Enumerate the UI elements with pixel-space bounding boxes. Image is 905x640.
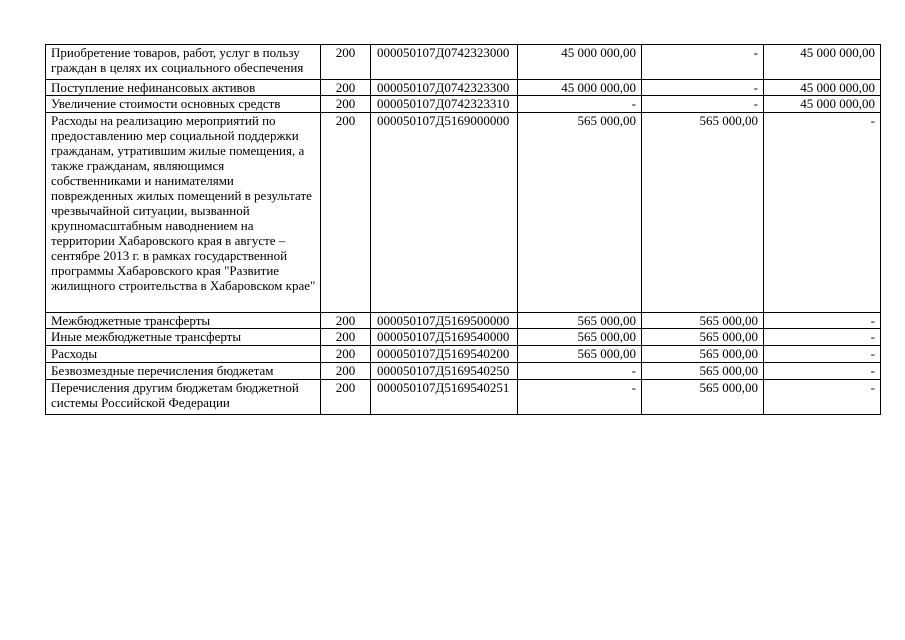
description-cell: Перечисления другим бюджетам бюджетной системы Российской Федерации <box>46 380 321 415</box>
table-row <box>46 329 881 346</box>
line-code-cell: 200 <box>321 363 371 380</box>
value-3-cell: - <box>764 329 881 346</box>
value-1-cell: 565 000,00 <box>518 313 642 329</box>
classification-code-cell: 000050107Д5169500000 <box>371 313 518 329</box>
budget-table <box>45 44 881 415</box>
line-code-cell: 200 <box>321 313 371 329</box>
table-row <box>46 113 881 313</box>
table-row <box>46 96 881 113</box>
value-1-cell: 565 000,00 <box>518 346 642 363</box>
description-cell: Поступление нефинансовых активов <box>46 80 321 96</box>
value-3-cell: 45 000 000,00 <box>764 45 881 80</box>
value-1-cell: 565 000,00 <box>518 329 642 346</box>
description-cell: Межбюджетные трансферты <box>46 313 321 329</box>
value-3-cell: 45 000 000,00 <box>764 96 881 113</box>
description-cell: Увеличение стоимости основных средств <box>46 96 321 113</box>
value-2-cell: - <box>642 96 764 113</box>
value-1-cell: 45 000 000,00 <box>518 45 642 80</box>
value-3-cell: - <box>764 363 881 380</box>
line-code-cell: 200 <box>321 96 371 113</box>
table-row <box>46 363 881 380</box>
line-code-cell: 200 <box>321 380 371 415</box>
table-row <box>46 313 881 329</box>
document-page <box>45 44 881 415</box>
value-3-cell: - <box>764 380 881 415</box>
classification-code-cell: 000050107Д5169000000 <box>371 113 518 313</box>
classification-code-cell: 000050107Д5169540251 <box>371 380 518 415</box>
value-2-cell: 565 000,00 <box>642 313 764 329</box>
description-cell: Расходы <box>46 346 321 363</box>
table-row <box>46 45 881 80</box>
classification-code-cell: 000050107Д0742323000 <box>371 45 518 80</box>
line-code-cell: 200 <box>321 45 371 80</box>
value-3-cell: - <box>764 113 881 313</box>
value-1-cell: - <box>518 96 642 113</box>
value-2-cell: 565 000,00 <box>642 363 764 380</box>
line-code-cell: 200 <box>321 329 371 346</box>
classification-code-cell: 000050107Д5169540200 <box>371 346 518 363</box>
value-2-cell: 565 000,00 <box>642 346 764 363</box>
classification-code-cell: 000050107Д0742323300 <box>371 80 518 96</box>
value-2-cell: 565 000,00 <box>642 329 764 346</box>
value-1-cell: 45 000 000,00 <box>518 80 642 96</box>
classification-code-cell: 000050107Д5169540000 <box>371 329 518 346</box>
value-1-cell: - <box>518 363 642 380</box>
description-cell: Безвозмездные перечисления бюджетам <box>46 363 321 380</box>
value-2-cell: - <box>642 45 764 80</box>
description-cell: Иные межбюджетные трансферты <box>46 329 321 346</box>
value-1-cell: - <box>518 380 642 415</box>
value-2-cell: 565 000,00 <box>642 113 764 313</box>
description-cell: Приобретение товаров, работ, услуг в пользу граждан в целях их социального обеспечения <box>46 45 321 80</box>
value-2-cell: - <box>642 80 764 96</box>
line-code-cell: 200 <box>321 80 371 96</box>
description-cell: Расходы на реализацию мероприятий по предоставлению мер социальной поддержки гражданам, утратившим жилые помещения, а также гражданам, являющимся собственниками и нанимателями поврежденных жилых помещений в результате чрезвычайной ситуации, вызванной крупномасштабным наводнением на территории Хабаровского края в августе – сентябре 2013 г. в рамках государственной программы Хабаровского края "Развитие жилищного строительства в Хабаровском крае" <box>46 113 321 313</box>
table-row <box>46 380 881 415</box>
line-code-cell: 200 <box>321 113 371 313</box>
value-2-cell: 565 000,00 <box>642 380 764 415</box>
value-3-cell: - <box>764 313 881 329</box>
value-3-cell: - <box>764 346 881 363</box>
table-row <box>46 80 881 96</box>
line-code-cell: 200 <box>321 346 371 363</box>
classification-code-cell: 000050107Д5169540250 <box>371 363 518 380</box>
value-1-cell: 565 000,00 <box>518 113 642 313</box>
classification-code-cell: 000050107Д0742323310 <box>371 96 518 113</box>
value-3-cell: 45 000 000,00 <box>764 80 881 96</box>
table-row <box>46 346 881 363</box>
